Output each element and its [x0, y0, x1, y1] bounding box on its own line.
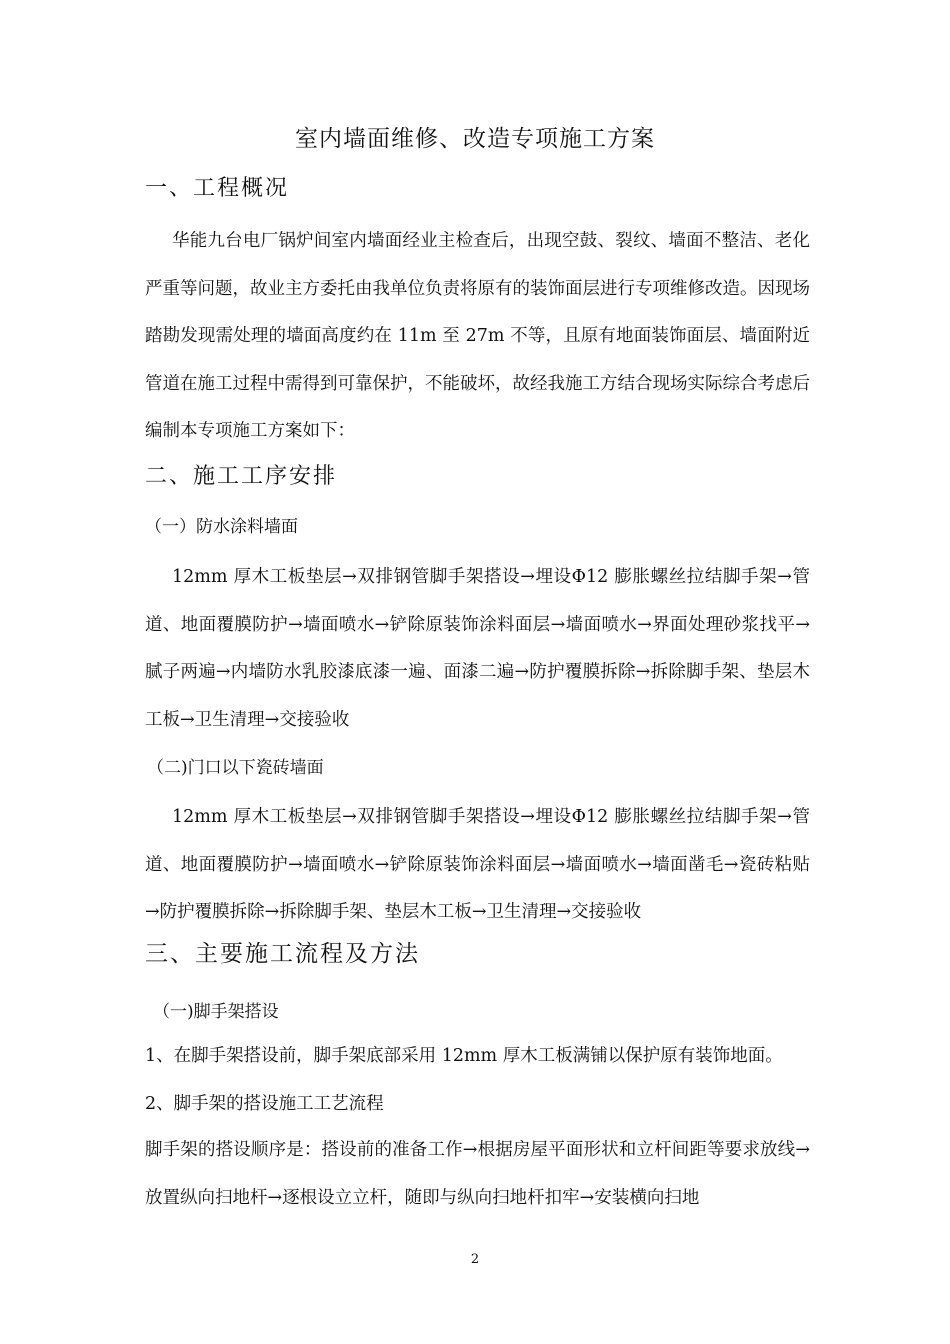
document-title: 室内墙面维修、改造专项施工方案 [295, 126, 655, 152]
section3-heading: 三、主要施工流程及方法 [145, 941, 420, 967]
section3-sub1-heading: （一)脚手架搭设 [153, 1002, 279, 1022]
section3-item2: 2、脚手架的搭设施工工艺流程 [145, 1094, 384, 1114]
page-number: 2 [470, 1252, 480, 1267]
section1-heading: 一、工程概况 [145, 176, 290, 201]
section3-item1: 1、在脚手架搭设前，脚手架底部采用 12mm 厚木工板满铺以保护原有装饰地面。 [145, 1046, 783, 1066]
section2-heading: 二、施工工序安排 [145, 464, 338, 489]
section2-sub1-heading: （一）防水涂料墙面 [145, 517, 298, 537]
section3-paragraph: 脚手架的搭设顺序是：搭设前的准备工作→根据房屋平面形状和立杆间距等要求放线→放置纵向扫地杆→逐根设立立杆，随即与纵向扫地杆扣牢→安装横向扫地 [145, 1140, 810, 1208]
section2-sub2-heading: （二)门口以下瓷砖墙面 [147, 758, 324, 778]
section2-sub2-paragraph: 12mm 厚木工板垫层→双排钢管脚手架搭设→埋设Φ12 膨胀螺丝拉结脚手架→管道、地面覆膜防护→墙面喷水→铲除原装饰涂料面层→墙面喷水→墙面凿毛→瓷砖粘贴→防护覆膜拆除→拆除脚手架、垫层木工板→卫生清理→交接验收 [145, 807, 810, 922]
section1-paragraph: 华能九台电厂锅炉间室内墙面经业主检查后，出现空鼓、裂纹、墙面不整洁、老化严重等问题，故业主方委托由我单位负责将原有的装饰面层进行专项维修改造。因现场踏勘发现需处理的墙面高度约在 11m 至 27m 不等，且原有地面装饰面层、墙面附近管道在施工过程中需得到可靠保护，不能破坏，故经我施工方结合现场实际综合考虑后编制本专项施工方案如下： [145, 231, 810, 441]
section2-sub1-paragraph: 12mm 厚木工板垫层→双排钢管脚手架搭设→埋设Φ12 膨胀螺丝拉结脚手架→管道、地面覆膜防护→墙面喷水→铲除原装饰涂料面层→墙面喷水→界面处理砂浆找平→腻子两遍→内墙防水乳胶漆底漆一遍、面漆二遍→防护覆膜拆除→拆除脚手架、垫层木工板→卫生清理→交接验收 [145, 567, 810, 730]
